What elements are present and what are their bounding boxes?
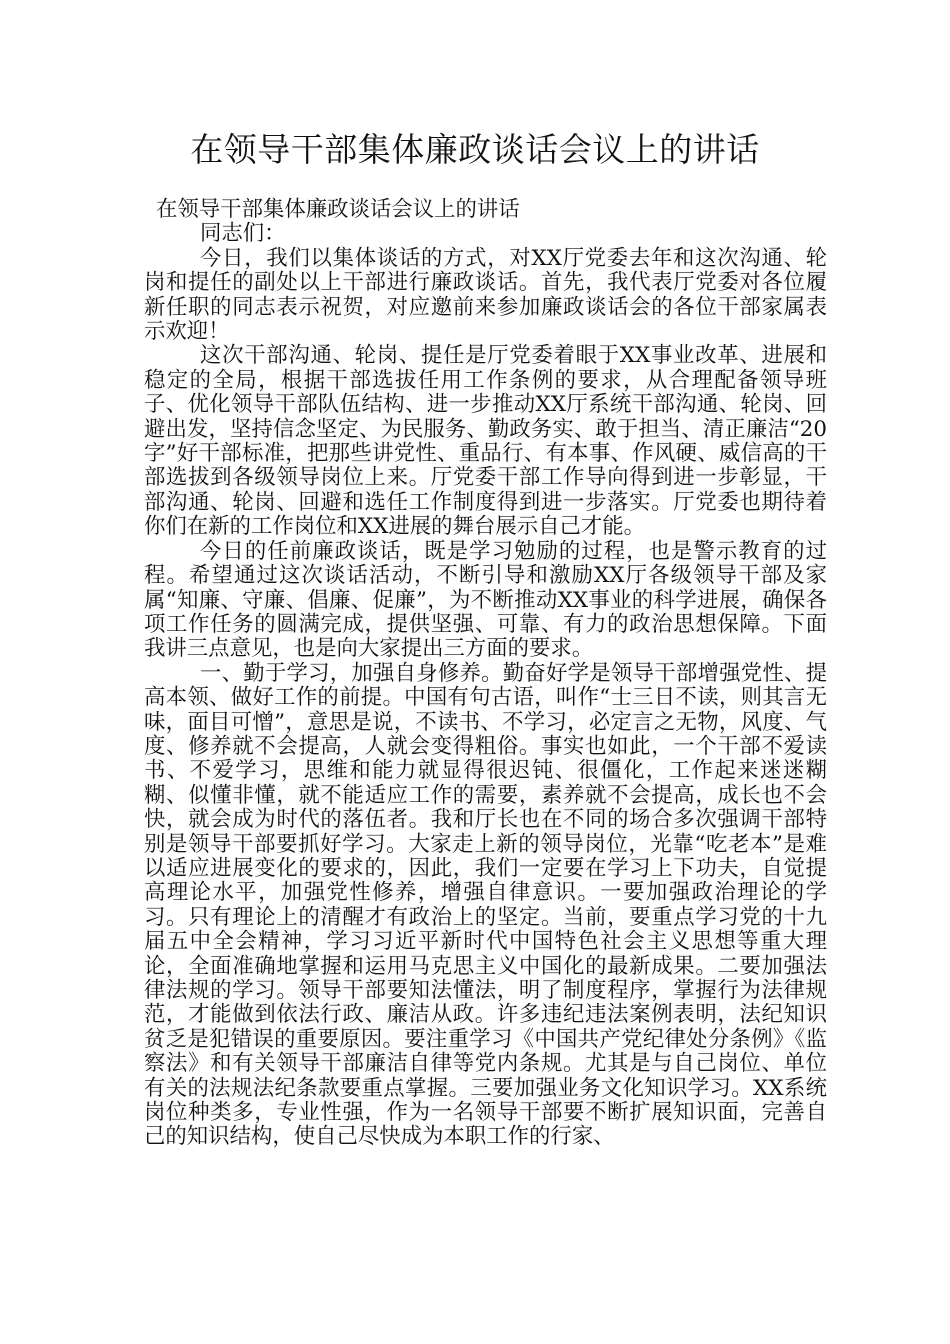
paragraph-4: 一、勤于学习，加强自身修养。勤奋好学是领导干部增强党性、提高本领、做好工作的前提。中国有句古语，叫作“士三日不读，则其言无味，面目可憎”，意思是说，不读书、不学习，必定言之无物，风度、气度、修养就不会提高，人就会变得粗俗。事实也如此，一个干部不爱读书、不爱学习，思维和能力就显得很迟钝、很僵化，工作起来迷迷糊糊、似懂非懂，就不能适应工作的需要，素养就不会提高，成长也不会快，就会成为时代的落伍者。我和厅长也在不同的场合多次强调干部特别是领导干部要抓好学习。大家走上新的领导岗位，光靠“吃老本”是难以适应进展变化的要求的，因此，我们一定要在学习上下功夫，自觉提高理论水平，加强党性修养，增强自律意识。一要加强政治理论的学习。只有理论上的清醒才有政治上的坚定。当前，要重点学习党的十九届五中全会精神，学习习近平新时代中国特色社会主义思想等重大理论，全面准确地掌握和运用马克思主义中国化的最新成果。二要加强法律法规的学习。领导干部要知法懂法，明了制度程序，掌握行为法律规范，才能做到依法行政、廉洁从政。许多违纪违法案例表明，法纪知识贫乏是犯错误的重要原因。要注重学习《中国共产党纪律处分条例》《监察法》和有关领导干部廉洁自律等党内条规。尤其是与自己岗位、单位有关的法规法纪条款要重点掌握。三要加强业务文化知识学习。XX系统岗位种类多，专业性强，作为一名领导干部要不断扩展知识面，完善自己的知识结构，使自己尽快成为本职工作的行家、 xyxy=(144,660,827,1150)
document-subtitle: 在领导干部集体廉政谈话会议上的讲话 xyxy=(156,197,520,222)
salutation: 同志们： xyxy=(200,221,286,247)
paragraph-1: 今日，我们以集体谈话的方式，对XX厅党委去年和这次沟通、轮岗和提任的副处以上干部进行廉政谈话。首先，我代表厅党委对各位履新任职的同志表示祝贺，对应邀前来参加廉政谈话会的各位干部家属表示欢迎！ xyxy=(144,245,827,345)
document-title: 在领导干部集体廉政谈话会议上的讲话 xyxy=(190,130,760,169)
paragraph-2: 这次干部沟通、轮岗、提任是厅党委着眼于XX事业改革、进展和稳定的全局，根据干部选拔任用工作条例的要求，从合理配备领导班子、优化领导干部队伍结构、进一步推动XX厅系统干部沟通、轮岗、回避出发，坚持信念坚定、为民服务、勤政务实、敢于担当、清正廉洁“20字”好干部标准，把那些讲党性、重品行、有本事、作风硬、威信高的干部选拔到各级领导岗位上来。厅党委干部工作导向得到进一步彰显，干部沟通、轮岗、回避和选任工作制度得到进一步落实。厅党委也期待着你们在新的工作岗位和XX进展的舞台展示自己才能。 xyxy=(144,343,827,540)
paragraph-3: 今日的任前廉政谈话，既是学习勉励的过程，也是警示教育的过程。希望通过这次谈话活动，不断引导和激励XX厅各级领导干部及家属“知廉、守廉、倡廉、促廉”，为不断推动XX事业的科学进展，确保各项工作任务的圆满完成，提供坚强、可靠、有力的政治思想保障。下面我讲三点意见，也是向大家提出三方面的要求。 xyxy=(144,538,827,662)
document-body xyxy=(144,198,827,1150)
